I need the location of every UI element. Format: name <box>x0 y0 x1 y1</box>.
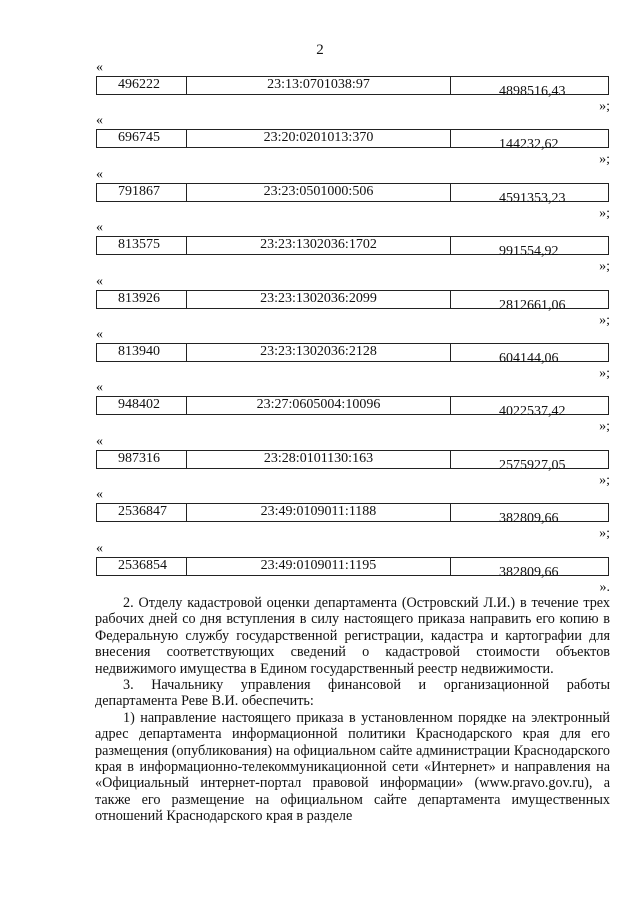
table-row <box>96 343 609 366</box>
object-id: 813575 <box>97 237 187 254</box>
table-row <box>96 503 609 527</box>
cadastral-value: 2812661,06 <box>499 297 566 313</box>
open-quote: « <box>96 113 103 129</box>
object-id: 948402 <box>97 397 187 414</box>
object-id: 2536847 <box>97 504 187 521</box>
close-quote: »; <box>599 472 610 488</box>
object-id: 813940 <box>97 344 187 361</box>
object-id: 813926 <box>97 291 187 308</box>
entry-row <box>0 272 640 328</box>
open-quote: « <box>96 220 103 236</box>
table-row <box>96 129 609 153</box>
cadastral-value: 4022537,42 <box>499 404 566 420</box>
paragraph-2: 2. Отделу кадастровой оценки департамента (Островский Л.И.) в течение трех рабочих дней со дня вступления в силу настоящего приказа направить его копию в Федеральную службу государственной регистрации, кадастра и картографии для внесения соответствующих сведений о кадастровой стоимости объектов недвижимого имущества в Едином государственный реестр недвижимости. <box>95 595 610 677</box>
cadastral-value: 991554,92 <box>499 244 559 260</box>
open-quote: « <box>96 540 103 556</box>
open-quote: « <box>96 60 103 75</box>
table-row <box>96 450 609 473</box>
cadastral-value: 144232,62 <box>499 137 559 153</box>
cadastral-number: 23:23:1302036:2099 <box>187 291 451 308</box>
cadastral-value: 382809,66 <box>499 564 559 580</box>
cadastral-value: 4591353,23 <box>499 190 566 206</box>
cadastral-number: 23:13:0701038:97 <box>187 77 451 94</box>
entry-row <box>0 432 640 488</box>
cadastral-value: 604144,06 <box>499 350 559 366</box>
open-quote: « <box>96 433 103 449</box>
cadastral-number: 23:23:1302036:1702 <box>187 237 451 254</box>
paragraph-3-1: 1) направление настоящего приказа в установленном порядке на электронный адрес департамента информационной политики Краснодарского края для его размещения (опубликования) на официальном сайте администрации Краснодарского края в информационно-телекоммуникационной сети «Интернет» и направления на «Официальный интернет-портал правовой информации» (www.pravo.gov.ru), а также его размещение на официальном сайте департамента имущественных отношений Краснодарского края в разделе <box>95 709 610 825</box>
object-id: 2536854 <box>97 558 187 575</box>
table-row <box>96 396 609 420</box>
close-quote: »; <box>599 152 610 168</box>
entry-row <box>0 485 640 542</box>
close-quote: »; <box>599 99 610 114</box>
open-quote: « <box>96 273 103 289</box>
cadastral-number: 23:23:0501000:506 <box>187 184 451 201</box>
object-id: 496222 <box>97 77 187 94</box>
cadastral-number: 23:49:0109011:1195 <box>187 558 451 575</box>
cadastral-value: 4898516,43 <box>499 84 566 99</box>
entry-row <box>0 539 640 595</box>
cadastral-number: 23:27:0605004:10096 <box>187 397 451 414</box>
table-row <box>96 76 609 99</box>
entry-row <box>0 165 640 221</box>
table-row <box>96 183 609 206</box>
entry-row <box>0 325 640 381</box>
close-quote: »; <box>599 259 610 275</box>
cadastral-value: 2575927,05 <box>499 457 566 473</box>
close-quote: »; <box>599 205 610 221</box>
amendment-entries <box>0 58 640 595</box>
entry-row <box>0 111 640 168</box>
paragraph-3: 3. Начальнику управления финансовой и организационной работы департамента Реве В.И. обеспечить: <box>95 677 610 710</box>
close-quote: »; <box>599 526 610 542</box>
open-quote: « <box>96 380 103 396</box>
object-id: 987316 <box>97 451 187 468</box>
cadastral-number: 23:20:0201013:370 <box>187 130 451 147</box>
open-quote: « <box>96 326 103 342</box>
cadastral-number: 23:28:0101130:163 <box>187 451 451 468</box>
close-quote: »; <box>599 419 610 435</box>
cadastral-number: 23:23:1302036:2128 <box>187 344 451 361</box>
table-row <box>96 290 609 313</box>
table-row <box>96 557 609 580</box>
close-quote: »; <box>599 365 610 381</box>
close-quote: ». <box>599 579 610 595</box>
entry-row <box>0 378 640 435</box>
open-quote: « <box>96 487 103 503</box>
cadastral-value: 382809,66 <box>499 511 559 527</box>
cadastral-number: 23:49:0109011:1188 <box>187 504 451 521</box>
object-id: 791867 <box>97 184 187 201</box>
object-id: 696745 <box>97 130 187 147</box>
open-quote: « <box>96 166 103 182</box>
table-row <box>96 236 609 260</box>
entry-row <box>0 218 640 275</box>
entry-row <box>0 58 640 114</box>
close-quote: »; <box>599 312 610 328</box>
page-number: 2 <box>316 42 324 58</box>
order-text <box>95 595 610 825</box>
